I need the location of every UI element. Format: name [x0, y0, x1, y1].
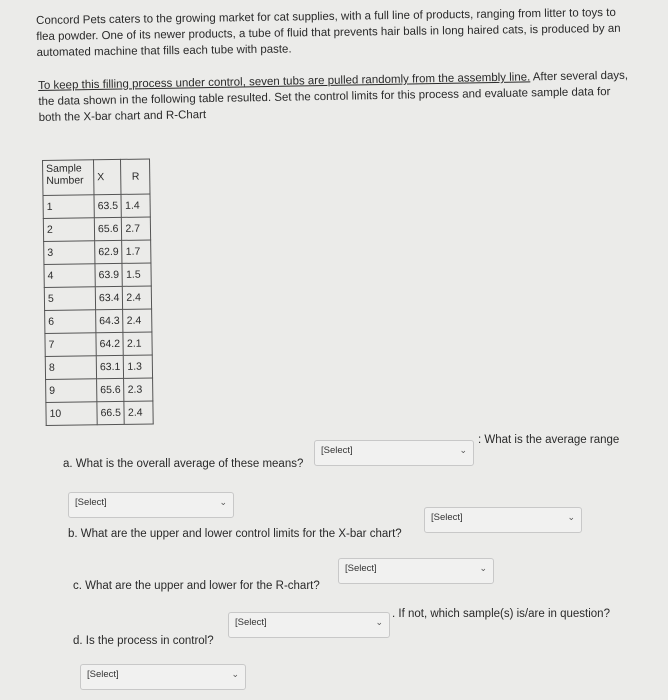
cell-sample-number: 5	[44, 287, 95, 311]
question-c: c. What are the upper and lower for the R-chart?	[73, 580, 320, 592]
header-r: R	[121, 159, 150, 194]
cell-sample-number: 6	[45, 310, 96, 334]
table-row	[45, 355, 153, 379]
select-average-range[interactable]	[68, 492, 234, 518]
table-row	[45, 332, 153, 356]
question-b: b. What are the upper and lower control limits for the X-bar chart?	[68, 528, 402, 540]
question-a-range: : What is the average range	[478, 434, 620, 446]
intro-paragraph-2	[38, 68, 629, 126]
cell-sample-number: 3	[44, 241, 95, 265]
select-label: [Select]	[345, 563, 377, 574]
cell-sample-number: 1	[43, 195, 94, 219]
chevron-down-icon: ⌄	[459, 445, 467, 455]
cell-r: 1.4	[121, 194, 150, 217]
cell-sample-number: 7	[45, 333, 96, 357]
intro-paragraph-2-rest: After several days, the data shown in the following table resulted. Set the control limits for this process and evaluate sample data for both the X-bar chart and R-Chart	[38, 69, 629, 124]
table-row	[43, 194, 151, 218]
chevron-down-icon: ⌄	[375, 617, 383, 627]
underlined-sentence: To keep this filling process under control, seven tubs are pulled randomly from the assembly line.	[38, 71, 531, 92]
cell-r: 1.7	[122, 240, 151, 263]
table-row	[44, 240, 152, 264]
question-a: a. What is the overall average of these means?	[63, 458, 304, 470]
chevron-down-icon: ⌄	[231, 669, 239, 679]
cell-x: 63.4	[95, 286, 123, 309]
question-d: d. Is the process in control?	[73, 635, 214, 647]
cell-x: 64.2	[96, 332, 124, 355]
header-x: X	[94, 159, 122, 194]
table-header-row	[43, 159, 151, 195]
cell-x: 65.6	[97, 378, 125, 401]
table-row	[46, 378, 154, 402]
cell-x: 63.1	[96, 355, 124, 378]
cell-r: 1.3	[124, 355, 153, 378]
select-samples-in-question[interactable]	[80, 664, 246, 690]
select-label: [Select]	[87, 669, 119, 680]
cell-r: 2.1	[123, 332, 152, 355]
chevron-down-icon: ⌄	[567, 512, 575, 522]
cell-x: 62.9	[95, 240, 123, 263]
table-row	[44, 263, 152, 287]
data-table	[42, 158, 154, 425]
select-r-chart-limits[interactable]	[338, 558, 494, 584]
intro-paragraph: Concord Pets caters to the growing market for cat supplies, with a full line of products, ranging from litter to toys to flea powder. One of its newer products, a tube of fluid that prevents hair balls in long haired cats, is produced by an automated machine that fills each tube with paste.	[36, 6, 621, 59]
cell-r: 2.4	[123, 309, 152, 332]
cell-x: 65.6	[94, 217, 122, 240]
cell-r: 2.4	[124, 401, 153, 424]
select-xbar-limits[interactable]	[424, 507, 582, 533]
question-d-samples: . If not, which sample(s) is/are in question?	[392, 608, 610, 620]
select-process-in-control[interactable]	[228, 612, 390, 638]
select-label: [Select]	[235, 617, 267, 628]
cell-r: 2.3	[124, 378, 153, 401]
table-row	[44, 286, 152, 310]
table-row	[46, 401, 154, 425]
cell-x: 66.5	[97, 401, 125, 424]
select-label: [Select]	[75, 497, 107, 508]
cell-x: 63.5	[94, 194, 122, 217]
table-row	[43, 217, 151, 241]
select-label: [Select]	[431, 512, 463, 523]
cell-r: 2.4	[123, 286, 152, 309]
select-label: [Select]	[321, 445, 353, 456]
cell-sample-number: 4	[44, 264, 95, 288]
cell-x: 63.9	[95, 263, 123, 286]
cell-sample-number: 8	[45, 356, 96, 380]
select-overall-average[interactable]	[314, 440, 474, 466]
table-body	[43, 194, 154, 425]
cell-sample-number: 10	[46, 402, 97, 426]
cell-sample-number: 9	[46, 379, 97, 403]
cell-r: 2.7	[122, 217, 151, 240]
header-sample-number: Sample Number	[43, 160, 94, 196]
chevron-down-icon: ⌄	[479, 563, 487, 573]
table-row	[45, 309, 153, 333]
cell-x: 64.3	[96, 309, 124, 332]
cell-sample-number: 2	[43, 218, 94, 242]
cell-r: 1.5	[122, 263, 151, 286]
chevron-down-icon: ⌄	[219, 497, 227, 507]
